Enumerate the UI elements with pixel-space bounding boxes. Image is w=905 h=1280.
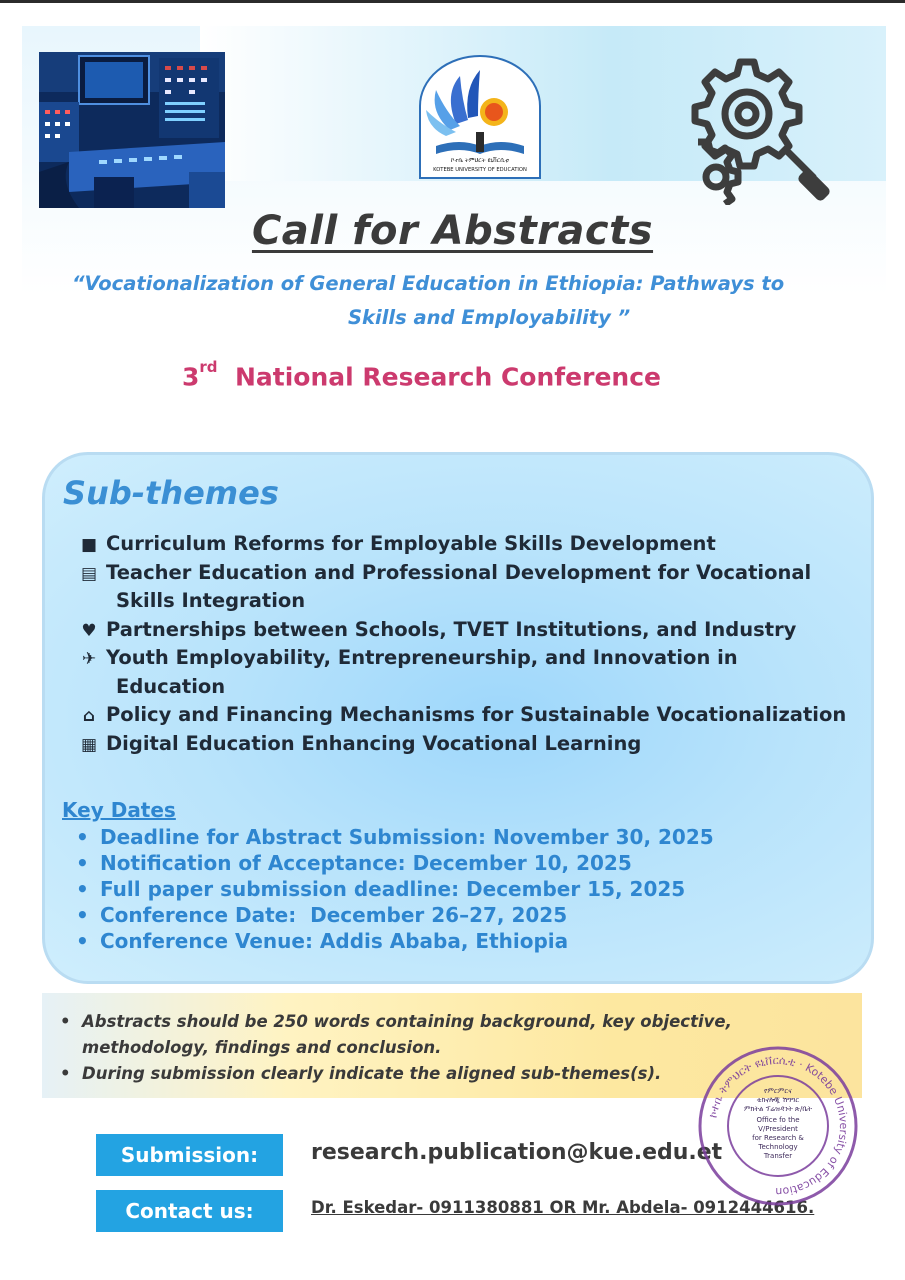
conference-ordinal: 3: [182, 362, 200, 392]
bank-icon: ⌂: [82, 706, 96, 726]
conference-title: National Research Conference: [234, 362, 661, 392]
key-date-item: • Conference Date: December 26–27, 2025: [76, 903, 568, 927]
office-stamp: [697, 1045, 859, 1207]
svg-text:ኮተቤ ትምህርት ዩኒቨርሲቲ: ኮተቤ ትምህርት ዩኒቨርሲቲ: [451, 157, 509, 164]
subtheme-label-continued: Skills Integration: [116, 589, 306, 612]
svg-text:V/President: V/President: [758, 1125, 798, 1133]
top-border: [0, 0, 905, 3]
subthemes-heading: Sub-themes: [63, 474, 279, 512]
note-item: • Abstracts should be 250 words containing background, key objective,: [60, 1012, 732, 1031]
conference-name: [182, 358, 661, 392]
key-dates-heading: Key Dates: [62, 798, 176, 822]
subtheme-label: Curriculum Reforms for Employable Skills Development: [106, 532, 716, 555]
laptop-icon: ▦: [80, 735, 98, 755]
key-date-item: • Notification of Acceptance: December 10, 2025: [76, 851, 632, 875]
subtheme-item: [78, 646, 738, 669]
handshake-icon: ♥: [81, 621, 97, 641]
conference-theme-line-2: Skills and Employability ”: [348, 306, 631, 329]
subtheme-item: [78, 703, 846, 726]
svg-text:for Research &: for Research &: [752, 1134, 804, 1142]
key-date-item: • Full paper submission deadline: December 15, 2025: [76, 877, 686, 901]
svg-text:Technology: Technology: [758, 1143, 798, 1151]
subtheme-label: Partnerships between Schools, TVET Institutions, and Industry: [106, 618, 797, 641]
submission-email-link[interactable]: research.publication@kue.edu.et: [311, 1140, 723, 1165]
page-title: Call for Abstracts: [251, 208, 654, 254]
book-icon: ■: [80, 535, 98, 555]
contact-details: Dr. Eskedar- 0911380881 OR Mr. Abdela- 0912444616.: [311, 1198, 815, 1217]
control-room-photo: [39, 52, 225, 208]
svg-text:ኮተቤ ትምህርት ዩኒቨርሲቲ · Kotebe Univ: ኮተቤ ትምህርት ዩኒቨርሲቲ · Kotebe University of Education: [706, 1053, 851, 1199]
subtheme-label: Digital Education Enhancing Vocational Learning: [106, 732, 642, 755]
subtheme-item: [78, 732, 641, 755]
subtheme-item: [78, 561, 811, 584]
gears-magnifier-icon: [678, 50, 838, 205]
subtheme-label-continued: Education: [116, 675, 226, 698]
note-item: • During submission clearly indicate the aligned sub-themes(s).: [60, 1064, 662, 1083]
key-date-item: • Conference Venue: Addis Ababa, Ethiopia: [76, 929, 569, 953]
svg-text:KOTEBE UNIVERSITY OF EDUCATION: KOTEBE UNIVERSITY OF EDUCATION: [433, 167, 527, 173]
subtheme-label: Policy and Financing Mechanisms for Sustainable Vocationalization: [106, 703, 847, 726]
submission-label: Submission:: [96, 1134, 283, 1176]
kotebe-university-logo: [416, 54, 544, 179]
svg-text:የምርምርና: የምርምርና: [764, 1087, 792, 1095]
teacher-icon: ▤: [80, 564, 98, 584]
rocket-icon: ✈: [81, 649, 97, 669]
svg-text:Office fo the: Office fo the: [756, 1116, 800, 1124]
svg-text:ቴክኖሎጂ ሽግግር: ቴክኖሎጂ ሽግግር: [756, 1096, 800, 1104]
conference-theme-line-1: “Vocationalization of General Education in Ethiopia: Pathways to: [72, 272, 785, 295]
subtheme-label: Youth Employability, Entrepreneurship, and Innovation in: [106, 646, 738, 669]
svg-text:Transfer: Transfer: [763, 1152, 793, 1160]
contact-label: Contact us:: [96, 1190, 283, 1232]
subtheme-item: [78, 532, 716, 555]
conference-ordinal-suffix: rd: [199, 358, 218, 376]
note-item-continued: methodology, findings and conclusion.: [82, 1038, 442, 1057]
key-date-item: • Deadline for Abstract Submission: November 30, 2025: [76, 825, 714, 849]
subtheme-label: Teacher Education and Professional Development for Vocational: [106, 561, 812, 584]
subtheme-item: [78, 618, 796, 641]
svg-text:ምክትል ፕሬዝዳንት ጽ/ቤት: ምክትል ፕሬዝዳንት ጽ/ቤት: [744, 1105, 812, 1113]
